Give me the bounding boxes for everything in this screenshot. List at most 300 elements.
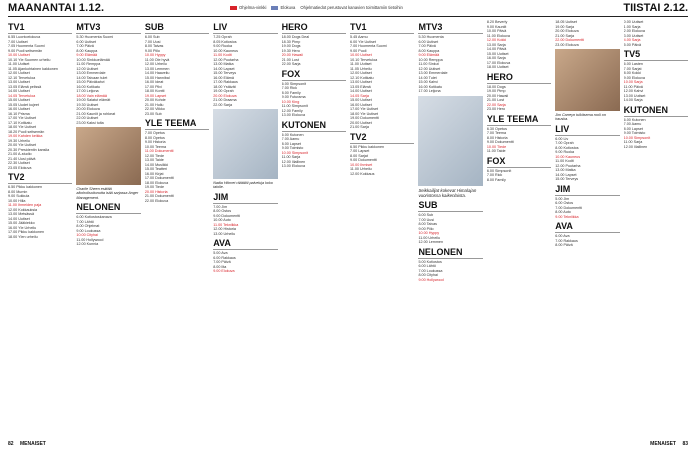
program-entry: 13.00 Urheilu <box>213 231 236 236</box>
program-entry: 15.05 Uudet kujeet <box>8 102 39 107</box>
program-entry: 8.00 Kauppa <box>418 48 440 53</box>
program-entry: 7.00 Lähtö <box>76 219 94 224</box>
program-entry: 11.00 Sarja <box>281 155 301 159</box>
program-entry: 10.00 Sinkkuelämää <box>76 57 110 62</box>
channel-heading: LIV <box>213 22 277 34</box>
program-entry: 21.00 Dokumentti <box>144 194 174 198</box>
program-entry: 9.00 Loukussa <box>76 228 101 233</box>
program-entry: 20.00 Kohde <box>144 98 166 102</box>
program-entry: 20.00 Yle Uutiset <box>8 143 37 147</box>
program-entry: 19.00 Sarja <box>555 24 575 29</box>
program-entry: 9.00 Elokuva <box>213 269 235 274</box>
program-entry: 13.00 Uutiset <box>623 93 646 98</box>
program-entry: 17.00 Pilvi <box>144 84 162 89</box>
program-entry: 7.00 Sarjat <box>623 66 642 71</box>
program-entry: 9.00 Futurama <box>281 95 306 99</box>
program-entry: 17.00 Pikku kakkonen <box>8 230 45 234</box>
program-entry: 13.00 Matka <box>213 62 234 66</box>
program-entry: 6.00 Simpsonit <box>281 81 307 86</box>
program-entry: 5.00 Ava <box>213 251 228 256</box>
program-entry: 16.10 Prisma <box>8 111 30 116</box>
program-entry: 11.00 Tekniikka <box>213 222 239 227</box>
program-entry: 14.00 Haaveilu <box>144 71 170 75</box>
program-entry: 11.00 Sarja <box>623 140 643 144</box>
program-entry: 9.00 Ruoka <box>555 150 575 155</box>
schedule-column <box>213 20 277 440</box>
program-entry: 8.00 Family <box>281 90 301 95</box>
program-entry: 10.00 Sarja <box>623 80 643 84</box>
program-entry: 9.00 Ruoka <box>213 44 233 48</box>
program-entry: 6.00 Kotiostoskanava <box>76 215 112 220</box>
program-entry: 20.30 Presidentin kanslia <box>8 147 50 152</box>
program-entry: 9.00 Piilo <box>144 48 160 53</box>
program-entry: 10.10 Yle Suomen urheilu <box>8 57 51 62</box>
program-entry: 10.00 Auto <box>213 218 231 223</box>
legend <box>230 5 403 10</box>
program-entry: 18.30 Pimp <box>281 39 301 44</box>
program-entry: 16.00 Kotikatu <box>418 84 443 89</box>
program-entry: 9.00 Dokumentti <box>213 213 241 218</box>
program-entry: 19.30 Hero <box>281 48 300 53</box>
film-swatch-icon <box>271 6 278 10</box>
program-entry: 8.00 Ohjelmat <box>76 224 100 229</box>
page-number-left: 82 <box>8 441 14 447</box>
program-entry: 6.00 Uutiset <box>76 39 97 44</box>
schedule-column <box>418 20 482 440</box>
program-entry: 19.00 Dokumentti <box>350 116 379 120</box>
program-entry: 4.00 Sarja <box>623 38 641 42</box>
program-entry: 6.00 Ava <box>555 234 570 239</box>
program-entry: 15.00 Uutiset <box>350 98 372 102</box>
program-entry: 7.00 Päivä <box>76 44 94 48</box>
program-entry: 6.00 Kutonen <box>281 132 304 137</box>
channel-heading: JIM <box>213 192 277 204</box>
program-entry: 10.00 King <box>281 99 300 104</box>
day-title-left: MAANANTAI 1.12. <box>8 2 105 14</box>
program-entry: 18.00 Dogs Deal <box>281 35 310 39</box>
program-entry: 1.00 Sarja <box>623 24 641 29</box>
program-entry: 21.00 A-studio <box>8 152 32 156</box>
program-entry: 13.00 Metsässä <box>8 212 35 216</box>
page-number-right: 83 <box>682 441 688 447</box>
program-entry: 9.00 Toimisto <box>281 146 304 150</box>
channel-heading: TV2 <box>8 172 72 184</box>
program-entry: 16.00 Ideat <box>144 80 164 84</box>
program-entry: 14.05 Tervetuloa <box>8 93 36 98</box>
schedule-column <box>624 20 688 440</box>
program-entry: 10.00 Päivä <box>486 29 507 33</box>
program-entry: 17.00 Yle Uutiset <box>8 116 37 120</box>
program-entry: 9.00 Puoli <box>350 48 367 53</box>
program-entry: 7.00 Aamu <box>281 137 300 141</box>
page-footer <box>0 440 696 450</box>
program-entry: 13.00 Matka <box>555 168 576 173</box>
program-entry: 20.00 Uutiset <box>350 120 372 125</box>
program-entry: 13.00 Taide <box>144 158 164 162</box>
program-entry: 13.05 Elämä <box>350 84 371 89</box>
program-entry: 11.00 Ole hyvä <box>144 57 170 62</box>
program-entry: 5.00 Kotiostos <box>418 259 442 264</box>
program-entry: 17.00 Dokumentti <box>144 176 174 180</box>
program-entry: 7.00 Rick <box>281 86 297 90</box>
program-entry: 6.00 Sub <box>144 35 160 39</box>
program-entry: 18.00 Yle Uutiset <box>8 125 37 129</box>
program-entry: 20.00 Elokuva <box>213 93 237 98</box>
program-entry: 16.00 Kirjat <box>144 171 164 176</box>
program-entry: 12.00 Kokkaus <box>350 171 375 176</box>
program-entry: 19.00 Pimp <box>486 89 506 93</box>
program-entry: 6.00 Liv <box>555 136 569 141</box>
program-entry: 13.00 Emmerdale <box>76 71 106 75</box>
program-entry: 7.00 Opetus <box>144 131 165 135</box>
program-entry: 10.00 Ihmiset <box>350 162 373 167</box>
program-entry: 7.00 Aamu <box>623 122 642 126</box>
program-entry: 16.00 Uutiset <box>350 102 372 107</box>
program-entry: 8.00 Auto <box>555 210 571 215</box>
program-entry: 19.00 Dogs <box>281 44 301 48</box>
program-entry: 10.00 Remppa <box>418 57 443 62</box>
program-entry: 8.00 Kokki <box>623 71 641 75</box>
program-entry: 19.00 Kahden keikka <box>8 134 43 138</box>
program-entry: 22.00 Sarja <box>281 62 301 66</box>
program-entry: 10.00 Simpsonit <box>623 135 651 140</box>
program-entry: 12.00 Uutiset <box>418 66 441 71</box>
publication-right: MENAISET <box>650 441 676 447</box>
program-entry: 10.00 Teema <box>144 144 167 149</box>
program-entry: 15.00 Kahvi <box>418 80 438 84</box>
program-entry: 12.00 Illallinen <box>623 144 648 149</box>
tip-swatch-icon <box>230 6 237 10</box>
program-entry: 10.10 Tervetuloa <box>350 57 378 62</box>
channel-heading: HERO <box>487 72 551 84</box>
legend-tip: Ohjelma-vinkki <box>230 5 266 10</box>
program-entry: 9.00 Sukkula <box>8 194 30 198</box>
program-entry: 12.10 Tervetuloa <box>8 75 36 80</box>
program-entry: 7.25 Oprah <box>213 35 232 39</box>
channel-heading: NELONEN <box>418 247 482 259</box>
program-entry: 7.00 Teema <box>486 131 507 135</box>
channel-heading: NELONEN <box>76 202 140 214</box>
program-entry: 14.00 Lapset <box>213 66 235 71</box>
program-entry: 22.00 Uutiset <box>76 116 99 120</box>
program-entry: 6.00 Uutiset <box>418 39 439 44</box>
program-entry: 12.00 Puutarha <box>213 57 239 62</box>
program-entry: 5.00 Jim <box>555 196 570 201</box>
program-entry: 14.00 Taivaan tulet <box>76 75 108 80</box>
program-entry: 13.00 Sarja <box>486 42 506 47</box>
program-entry: 19.00 Salatut elämät <box>76 98 111 102</box>
program-entry: 6.00 Rakkaus <box>213 255 236 260</box>
program-entry: 7.00 Rakkaus <box>555 238 578 243</box>
program-entry: 9.00 Puoli seitsemän <box>8 48 43 53</box>
program-entry: 8.00 Ostos <box>213 209 232 214</box>
program-entry: 16.00 Sarja <box>486 56 506 60</box>
program-entry: 17.00 Rakkaus <box>213 80 238 84</box>
program-entry: 18.00 Elokuva <box>144 180 169 185</box>
program-entry: 21.40 Uusi päivä <box>8 156 36 161</box>
program-entry: 11.00 Taide <box>486 149 506 153</box>
program-entry: 15.00 Uutiset <box>486 51 509 56</box>
program-entry: 15.00 Jääkiekko <box>8 221 35 225</box>
channel-heading: SUB <box>418 200 482 212</box>
program-entry: 23.00 Sub <box>144 111 162 116</box>
program-entry: 12.00 Kokki <box>486 38 507 42</box>
channel-heading: FOX <box>487 156 551 168</box>
program-entry: 7.00 Huomenta Suomi <box>350 44 387 48</box>
program-entry: 9.00 Piilo <box>418 226 434 231</box>
program-entry: 15.00 Päiväkahvi <box>76 80 105 84</box>
program-entry: 8.20 Beverly <box>486 20 508 24</box>
program-entry: 6.00 Simpsonit <box>486 168 512 173</box>
program-entry: 12.00 Kokkauksia <box>8 207 38 212</box>
program-entry: 8.00 Taivas <box>418 222 438 227</box>
program-entry: 13.00 Elokuva <box>281 113 305 117</box>
program-entry: 17.00 Leijona <box>76 89 99 93</box>
schedule-column <box>145 20 209 440</box>
program-entry: 6.50 Pikku kakkonen <box>350 144 385 149</box>
program-entry: 21.00 Sarja <box>350 125 369 129</box>
program-entry: 10.00 Hyppy <box>418 231 440 236</box>
program-entry: 14.00 Sarja <box>623 98 643 102</box>
program-entry: 7.00 Lapset <box>350 149 370 153</box>
program-entry: 11.00 Urheilu <box>418 235 441 240</box>
program-entry: 11.00 Kodit <box>555 159 574 164</box>
photo-caption: Seikkailijat kokevat Himalajan vuoristossa kaikenlaista. <box>418 187 477 198</box>
program-entry: 3.00 Uutiset <box>623 33 644 38</box>
program-entry: 6.00 Kutonen <box>623 117 646 122</box>
program-entry: 10.00 Cityhai <box>76 233 98 238</box>
program-entry: 11.00 Uutiset <box>350 62 372 66</box>
program-entry: 14.00 Musiikki <box>144 162 169 167</box>
program-entry: 11.00 Elokuva <box>486 33 510 38</box>
program-entry: 21.00 Sarja <box>555 33 575 38</box>
program-entry: 6.00 Lasten <box>623 62 643 66</box>
program-entry: 7.00 Uusi <box>144 39 161 44</box>
program-entry: 12.00 Tiede <box>144 153 165 158</box>
program-entry: 9.00 Dokumentti <box>486 140 514 144</box>
channel-heading: TV5 <box>624 49 688 61</box>
program-entry: 18.05 Uutiset <box>555 20 577 24</box>
program-entry: 13.05 Elämä pelissä <box>8 84 42 89</box>
program-entry: 11.00 Dokumentti <box>144 149 174 153</box>
schedule-column <box>350 20 414 440</box>
program-entry: 22.00 Sarja <box>486 102 506 107</box>
program-entry: 16.00 Uutiset <box>8 107 30 111</box>
program-entry: 5.30 Huomenta Suomi <box>76 35 114 39</box>
program-entry: 11.00 Simpsonit <box>281 104 308 108</box>
schedule-column <box>76 20 140 440</box>
channel-heading: AVA <box>555 221 619 233</box>
program-entry: 22.30 Uutiset <box>8 161 30 165</box>
program-entry: 12.10 Kotikatu <box>350 75 374 80</box>
program-entry: 22.00 Sarja <box>213 102 233 107</box>
program-entry: 13.00 Lemmen <box>144 66 170 71</box>
program-entry: 8.00 Taivas <box>144 44 164 48</box>
photo-caption: Charlie Sheen esittää alkoholisoitunutta isää sarjassa Anger Management. <box>76 187 139 200</box>
program-entry: 18.00 Dogs <box>486 84 506 89</box>
program-entry: 20.00 Elokuva <box>555 29 579 33</box>
program-entry: 12.00 Family <box>281 108 303 113</box>
program-entry: 23.00 Kaksi tulta <box>76 120 104 125</box>
program-entry: 18.00 Ylen urheilu <box>8 234 38 239</box>
channel-heading: AVA <box>213 238 277 250</box>
program-entry: 7.00 Uutiset <box>8 39 28 44</box>
program-entry: 12.00 Historia <box>213 227 236 232</box>
day-title-right: TIISTAI 2.12. <box>623 2 688 14</box>
schedule-columns <box>8 20 688 440</box>
channel-heading: YLE TEEMA <box>487 114 551 126</box>
program-entry: 6.50 Pikku kakkonen <box>8 185 43 189</box>
legend-text: Ohjelmatiedot perustuvat kanavien toimittamiin tietoihin <box>300 5 403 10</box>
program-entry: 13.00 Uutiset <box>350 80 372 84</box>
program-entry: 15.00 Terveys <box>213 71 237 75</box>
program-entry: 20.00 Hawaii <box>281 53 303 57</box>
program-entry: 8.00 Kotiostos <box>555 145 579 150</box>
program-entry: 8.00 Sarjat <box>350 153 368 158</box>
program-entry: 5.30 Huomenta <box>418 35 444 39</box>
program-entry: 23.00 Hero <box>486 107 506 111</box>
program-entry: 6.30 Opetus <box>486 126 507 131</box>
program-entry: 6.55 Luontoelokuva <box>8 35 41 39</box>
schedule-column <box>282 20 346 440</box>
program-entry: 18.00 Kontti <box>144 89 165 93</box>
program-entry: 12.00 Lemmen <box>418 240 444 245</box>
program-entry: 14.00 Lapset <box>555 172 577 177</box>
schedule-column <box>487 20 551 440</box>
program-entry: 19.30 Uutiset <box>76 102 99 107</box>
program-entry: 19.30 Urheilu <box>8 138 30 143</box>
program-entry: 12.00 Puutarha <box>555 163 581 168</box>
program-entry: 9.00 Elämää <box>418 53 440 57</box>
channel-heading: YLE TEEMA <box>145 118 209 130</box>
program-entry: 8.00 Kauppa <box>76 48 98 53</box>
program-entry: 17.00 Elokuva <box>486 60 511 65</box>
program-entry: 8.00 Opetus <box>144 135 165 140</box>
program-entry: 19.00 Tiede <box>144 185 165 189</box>
program-entry: 16.00 Elämä <box>213 75 234 80</box>
program-entry: 12.00 Kunnia <box>76 242 99 247</box>
program-entry: 8.00 Lapset <box>623 126 643 131</box>
program-entry: 23.00 Elokuva <box>555 42 579 47</box>
program-entry: 21.00 Kauniit ja rohkeat <box>76 111 116 116</box>
program-entry: 12.00 Uutiset <box>8 71 30 75</box>
program-entry: 7.00 Dokumentti <box>555 205 583 210</box>
channel-heading: MTV3 <box>76 22 140 34</box>
legend-extra: Elokuva <box>271 5 295 10</box>
program-entry: 2.00 Elokuva <box>623 29 645 33</box>
program-entry: 12.00 Uutiset <box>76 66 99 71</box>
program-entry: 7.00 Loukussa <box>418 268 443 273</box>
photo-caption: Jim Carreyn tulkitsema rooli on hauska. <box>555 113 606 122</box>
program-entry: 15.00 Uutiset <box>8 98 30 102</box>
program-entry: 8.00 Family <box>486 177 506 182</box>
program-entry: 14.00 Tulet <box>418 75 437 80</box>
channel-heading: TV1 <box>350 22 414 34</box>
channel-heading: KUTONEN <box>624 105 688 117</box>
program-entry: 10.00 Kauneus <box>213 48 239 53</box>
program-entry: 11.00 Päivä <box>623 84 643 89</box>
program-entry: 10.00 Uutiset <box>350 53 372 57</box>
program-entry: 11.00 Remppa <box>76 62 101 66</box>
program-entry: 10.00 Uutiset <box>8 53 30 57</box>
program-entry: 11.00 Hollywood <box>76 237 104 242</box>
program-entry: 14.00 Uutiset <box>8 89 30 93</box>
program-entry: 18.00 Vain elämää <box>76 93 107 98</box>
program-entry: 10.00 Hilla <box>8 198 26 203</box>
program-entry: 18.00 Yle Uutiset <box>350 111 379 116</box>
program-entry: 5.45 Aamu <box>350 35 368 39</box>
program-entry: 16.00 Yle Urheilu <box>8 225 37 230</box>
program-entry: 5.00 Päivä <box>623 42 642 47</box>
program-entry: 10.00 Tiede <box>486 144 507 149</box>
program-entry: 22.00 Viikko <box>144 107 165 111</box>
program-entry: 22.00 Dokumentti <box>555 38 585 42</box>
program-entry: 14.00 Päivä <box>486 47 507 51</box>
program-entry: 10.00 Hyppy <box>144 53 166 57</box>
channel-heading: SUB <box>145 22 209 34</box>
program-entry: 22.00 Elokuva <box>144 198 169 203</box>
program-entry: 11.05 Ajankohtainen kakkonen <box>8 66 58 71</box>
program-entry: 13.00 Elokuva <box>281 164 305 168</box>
program-entry: 10.00 Simpsonit <box>281 150 309 155</box>
program-entry: 20.00 Hawaii <box>486 93 509 98</box>
program-entry: 7.00 Jim <box>213 204 228 209</box>
program-entry: 8.00 Mumin <box>8 189 28 194</box>
program-photo <box>555 49 619 111</box>
program-entry: 17.00 Yle Uutiset <box>350 107 379 111</box>
program-entry: 9.00 Tekniikka <box>555 214 579 219</box>
program-entry: 11.05 Urheilu <box>350 66 372 71</box>
program-entry: 9.00 Elokuva <box>623 75 645 80</box>
channel-heading: JIM <box>555 184 619 196</box>
program-entry: 12.00 Urheilu <box>144 62 167 66</box>
program-entry: 21.00 Draama <box>213 98 237 102</box>
program-entry: 9.00 Toimisto <box>623 131 646 135</box>
program-entry: 8.00 Päivä <box>555 243 573 248</box>
program-entry: 14.00 Uutiset <box>350 89 372 93</box>
program-entry: 18.20 Puoli seitsemän <box>8 129 45 134</box>
program-entry: 7.00 Rick <box>486 173 503 177</box>
program-entry: 6.00 Lähtö <box>418 264 436 269</box>
channel-heading: LIV <box>555 124 619 136</box>
program-entry: 18.00 Uutiset <box>486 65 509 69</box>
program-entry: 7.00 Uusi <box>418 217 435 222</box>
program-entry: 7.00 Päivä <box>418 44 436 48</box>
program-entry: 20.00 Historia <box>144 189 168 194</box>
channel-heading: HERO <box>282 22 346 34</box>
schedule-column <box>555 20 619 440</box>
program-entry: 8.00 Cityhai <box>418 273 438 278</box>
program-entry: 8.05 Kotiostos <box>213 39 237 44</box>
program-entry: 10.00 Kauneus <box>555 154 581 159</box>
program-entry: 17.00 Leijona <box>418 89 441 93</box>
program-entry: 0.00 Uutiset <box>623 20 644 24</box>
program-entry: 15.00 Hannibal <box>144 75 170 80</box>
channel-heading: TV2 <box>350 132 414 144</box>
program-entry: 17.10 Kotikatu <box>8 120 32 125</box>
program-entry: 12.00 Kahvi <box>623 89 644 93</box>
program-entry: 11.00 Ihmeiden paja <box>8 203 42 207</box>
program-entry: 20.00 Elokuva <box>76 107 100 111</box>
program-entry: 8.00 Ilta <box>213 264 227 269</box>
program-entry: 14.05 Sarja <box>350 93 369 98</box>
program-entry: 21.00 Lost <box>281 57 299 62</box>
program-entry: 18.00 Ystävät <box>213 84 236 89</box>
program-entry: 13.00 Uutiset <box>8 80 30 84</box>
program-photo <box>418 96 482 186</box>
channel-heading: FOX <box>282 69 346 81</box>
program-entry: 14.00 Uutiset <box>8 216 30 221</box>
